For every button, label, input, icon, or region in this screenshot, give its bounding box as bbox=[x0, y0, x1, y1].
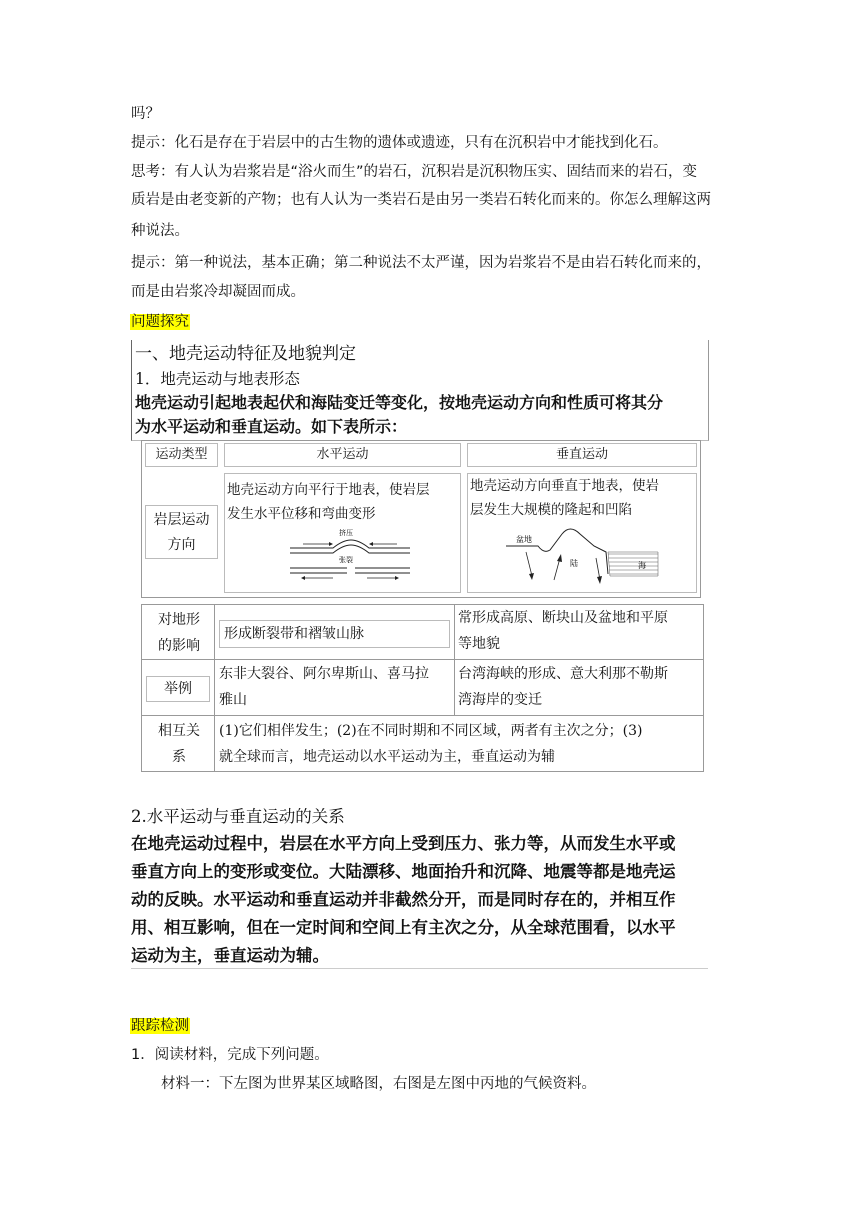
row-direction-label bbox=[145, 505, 218, 559]
row-relation-label-1: 相互关 bbox=[158, 723, 200, 739]
col-divider-1 bbox=[214, 604, 215, 716]
part2-body-line-4: 用、相互影响，但在一定时间和空间上有主次之分，从全球范围看，以水平 bbox=[131, 918, 676, 937]
part2-heading: 2.水平运动与垂直运动的关系 bbox=[131, 807, 345, 826]
vertical-terrain-line-1: 常形成高原、断块山及盆地和平原 bbox=[458, 610, 668, 626]
vertical-direction-line-2: 层发生大规模的隆起和凹陷 bbox=[470, 502, 632, 518]
cell-horizontal-example bbox=[219, 661, 429, 713]
rift-arrow-left-head bbox=[301, 576, 305, 580]
col-divider-3 bbox=[214, 715, 215, 772]
vertical-terrain-line-2: 等地貌 bbox=[458, 636, 500, 652]
row-terrain-label-2: 的影响 bbox=[158, 638, 200, 654]
cell-horizontal-direction bbox=[224, 473, 461, 593]
cell-vertical-terrain bbox=[458, 605, 668, 657]
relation-line-1: (1)它们相伴发生；(2)在不同时期和不同区域，两者有主次之分；(3) bbox=[219, 723, 643, 739]
horizontal-direction-line-2: 发生水平位移和弯曲变形 bbox=[227, 506, 376, 522]
down-arrow-head-2 bbox=[597, 576, 602, 584]
horizontal-example-line-1: 东非大裂谷、阿尔卑斯山、喜马拉 bbox=[219, 666, 429, 682]
think-line-2: 质岩是由老变新的产物；也有人认为一类岩石是由另一类岩石转化而来的。你怎么理解这两 bbox=[131, 192, 711, 208]
sea-area bbox=[608, 552, 658, 576]
row-terrain-label-1: 对地形 bbox=[158, 612, 200, 628]
fig-rift-label: 张裂 bbox=[339, 556, 353, 564]
part1-intro-line-2: 为水平运动和垂直运动。如下表所示： bbox=[135, 417, 408, 436]
rift-arrow-right-head bbox=[395, 576, 399, 580]
header-horizontal: 水平运动 bbox=[224, 443, 461, 467]
fig-basin-label: 盆地 bbox=[516, 535, 532, 544]
up-arrow-head bbox=[557, 554, 562, 562]
row-direction-label-1: 岩层运动 bbox=[153, 512, 210, 528]
row-terrain-label bbox=[146, 607, 212, 659]
continued-question-line: 吗？ bbox=[131, 106, 160, 122]
horizontal-direction-line-1: 地壳运动方向平行于地表，使岩层 bbox=[227, 482, 430, 498]
row-relation-label-2: 系 bbox=[172, 749, 186, 765]
part1-intro-line-1: 地壳运动引起地表起伏和海陆变迁等变化，按地壳运动方向和性质可将其分 bbox=[135, 393, 664, 412]
row-direction-label-2: 方向 bbox=[167, 537, 196, 553]
header-motion-type: 运动类型 bbox=[145, 443, 218, 467]
arrow-right-head bbox=[329, 542, 333, 546]
relation-line-2: 就全球而言，地壳运动以水平运动为主，垂直运动为辅 bbox=[219, 749, 555, 765]
fold-line-bottom bbox=[290, 545, 410, 553]
header-vertical: 垂直运动 bbox=[467, 443, 697, 467]
row-example-label: 举例 bbox=[146, 676, 210, 702]
part2-body-line-2: 垂直方向上的变形或变位。大陆漂移、地面抬升和沉降、地震等都是地壳运 bbox=[131, 862, 676, 881]
hint-line-2: 而是由岩浆冷却凝固而成。 bbox=[131, 284, 305, 300]
col-divider-2 bbox=[454, 604, 455, 716]
hint-line-1: 提示：第一种说法，基本正确；第二种说法不太严谨，因为岩浆岩不是由岩石转化而来的， bbox=[131, 255, 711, 271]
think-line-1: 思考：有人认为岩浆岩是“浴火而生”的岩石，沉积岩是沉积物压实、固结而来的岩石，变 bbox=[131, 164, 698, 180]
down-arrow-head bbox=[529, 573, 534, 580]
question-1-stem: 1．阅读材料，完成下列问题。 bbox=[131, 1047, 329, 1063]
arrow-left-head bbox=[369, 542, 373, 546]
part2-body-line-1: 在地壳运动过程中，岩层在水平方向上受到压力、张力等，从而发生水平或 bbox=[131, 834, 676, 853]
question-1-material: 材料一：下左图为世界某区域略图，右图是左图中丙地的气候资料。 bbox=[161, 1076, 596, 1092]
part1-subheading: 1．地壳运动与地表形态 bbox=[135, 370, 300, 388]
vertical-motion-figure bbox=[498, 524, 668, 590]
row-divider-1 bbox=[141, 659, 704, 660]
fig-squeeze-label: 挤压 bbox=[339, 529, 353, 537]
section-label-track: 跟踪检测 bbox=[131, 1018, 189, 1034]
divider-line bbox=[131, 968, 708, 969]
fig-land-label: 陆 bbox=[570, 559, 578, 568]
cell-vertical-direction bbox=[467, 473, 697, 593]
part2-body-line-3: 动的反映。水平运动和垂直运动并非截然分开，而是同时存在的，并相互作 bbox=[131, 890, 676, 909]
down-arrow-line bbox=[526, 552, 532, 576]
part2-body-line-5: 运动为主，垂直运动为辅。 bbox=[131, 946, 329, 965]
cell-horizontal-terrain: 形成断裂带和褶皱山脉 bbox=[219, 620, 450, 648]
cell-relation-content bbox=[219, 718, 643, 770]
cell-vertical-example bbox=[458, 661, 668, 713]
row-relation-label bbox=[146, 718, 212, 770]
vertical-example-line-2: 湾海岸的变迁 bbox=[458, 692, 542, 708]
fig-sea-label: 海 bbox=[638, 561, 646, 570]
row-divider-2 bbox=[141, 715, 704, 716]
part1-heading: 一、地壳运动特征及地貌判定 bbox=[135, 344, 356, 364]
hint-fossil: 提示：化石是存在于岩层中的古生物的遗体或遗迹，只有在沉积岩中才能找到化石。 bbox=[131, 135, 668, 151]
section-label-explore: 问题探究 bbox=[131, 314, 189, 330]
horizontal-motion-figure bbox=[285, 526, 415, 586]
horizontal-example-line-2: 雅山 bbox=[219, 692, 247, 708]
vertical-direction-line-1: 地壳运动方向垂直于地表，使岩 bbox=[470, 478, 659, 494]
vertical-example-line-1: 台湾海峡的形成、意大利那不勒斯 bbox=[458, 666, 668, 682]
think-line-3: 种说法。 bbox=[131, 223, 189, 239]
